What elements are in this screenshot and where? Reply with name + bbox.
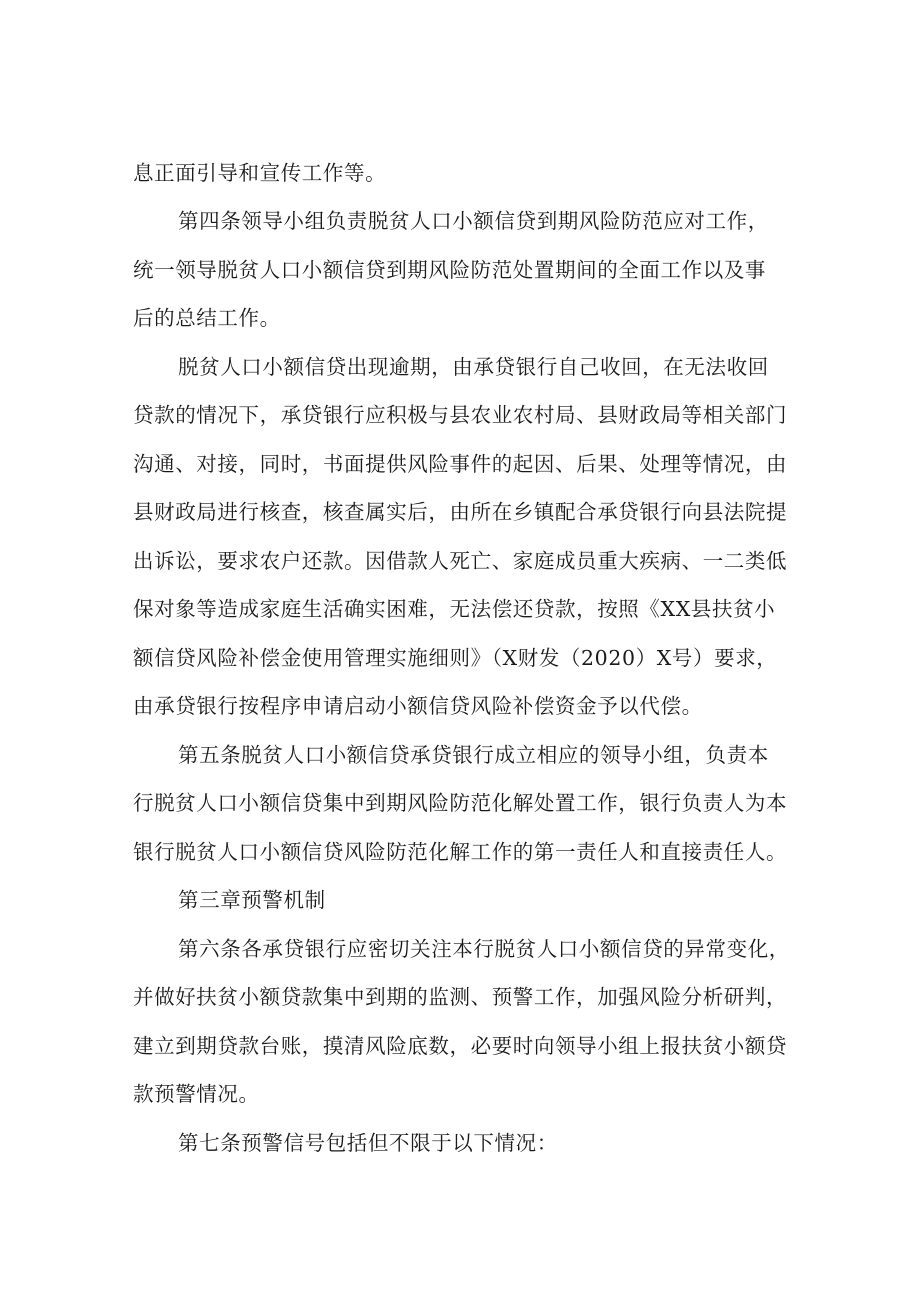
text-line-content: 后的总结工作。 — [133, 306, 281, 330]
text-line — [0, 203, 920, 239]
section-heading — [0, 882, 920, 918]
text-line — [0, 834, 920, 870]
text-line-content: 出诉讼，要求农户还款。因借款人死亡、家庭成员重大疾病、一二类低 — [133, 549, 788, 573]
text-line — [0, 300, 920, 336]
text-line-content: 并做好扶贫小额贷款集中到期的监测、预警工作，加强风险分析研判， — [133, 985, 788, 1009]
text-line-content: 第五条脱贫人口小额信贷承贷银行成立相应的领导小组，负责本 — [178, 743, 769, 767]
text-line — [0, 494, 920, 530]
text-line — [0, 1125, 920, 1161]
text-line-content: 由承贷银行按程序申请启动小额信贷风险补偿资金予以代偿。 — [133, 694, 703, 718]
text-line — [0, 688, 920, 724]
text-line-content: 贷款的情况下，承贷银行应积极与县农业农村局、县财政局等相关部门 — [133, 403, 788, 427]
text-line-content: 统一领导脱贫人口小额信贷到期风险防范处置期间的全面工作以及事 — [133, 258, 766, 282]
text-line — [0, 1028, 920, 1064]
text-line — [0, 1076, 920, 1112]
text-line — [0, 543, 920, 579]
text-line-content: 额信贷风险补偿金使用管理实施细则》（X财发（2020）X号）要求， — [133, 646, 778, 670]
text-line-content: 沟通、对接，同时，书面提供风险事件的起因、后果、处理等情况，由 — [133, 452, 788, 476]
text-line-content: 保对象等造成家庭生活确实困难，无法偿还贷款，按照《XX县扶贫小 — [133, 597, 776, 621]
text-line — [0, 349, 920, 385]
text-line — [0, 640, 920, 676]
text-line-content: 息正面引导和宣传工作等。 — [133, 161, 387, 185]
text-line-content: 建立到期贷款台账，摸清风险底数，必要时向领导小组上报扶贫小额贷 — [133, 1034, 788, 1058]
text-line — [0, 252, 920, 288]
section-heading-text: 第三章预警机制 — [178, 888, 326, 912]
text-line-content: 银行脱贫人口小额信贷风险防范化解工作的第一责任人和直接责任人。 — [133, 840, 788, 864]
text-line — [0, 931, 920, 967]
text-line-content: 行脱贫人口小额信贷集中到期风险防范化解处置工作，银行负责人为本 — [133, 791, 788, 815]
text-line-content: 第四条领导小组负责脱贫人口小额信贷到期风险防范应对工作， — [178, 209, 769, 233]
text-line — [0, 397, 920, 433]
text-line — [0, 737, 920, 773]
text-line — [0, 155, 920, 191]
text-line-content: 第七条预警信号包括但不限于以下情况： — [178, 1131, 558, 1155]
text-line — [0, 979, 920, 1015]
text-line-content: 第六条各承贷银行应密切关注本行脱贫人口小额信贷的异常变化， — [178, 937, 790, 961]
text-line-content: 脱贫人口小额信贷出现逾期，由承贷银行自己收回，在无法收回 — [178, 355, 769, 379]
text-line-content: 款预警情况。 — [133, 1082, 260, 1106]
text-line — [0, 785, 920, 821]
text-line-content: 县财政局进行核查，核查属实后，由所在乡镇配合承贷银行向县法院提 — [133, 500, 788, 524]
text-line — [0, 446, 920, 482]
text-line — [0, 591, 920, 627]
